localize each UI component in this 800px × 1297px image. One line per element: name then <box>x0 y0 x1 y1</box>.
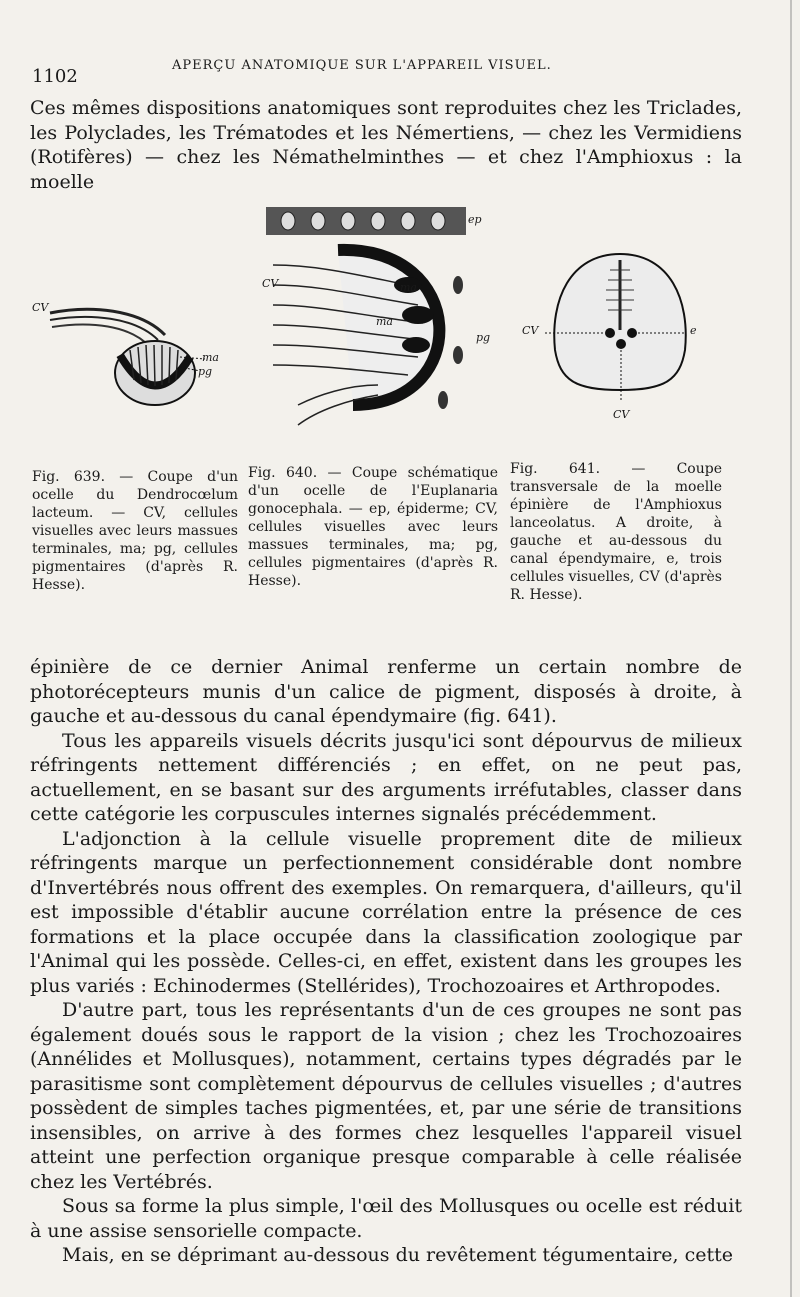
figure-641-illustration <box>520 250 720 430</box>
page-number: 1102 <box>32 66 78 87</box>
page-edge-shadow <box>790 0 792 1297</box>
paragraph-6: Mais, en se déprimant au-dessous du revêtement tégumentaire, cette <box>62 1244 734 1266</box>
paragraph-5: Sous sa forme la plus simple, l'œil des Mollusques ou ocelle est réduit à une assise sensorielle compacte. <box>30 1195 742 1242</box>
fig640-label-ep: ep <box>468 213 482 226</box>
figure-641-caption: Fig. 641. — Coupe transversale de la moelle épinière de l'Amphioxus lanceolatus. A droite, à gauche et au-dessous du canal épendymaire, e, trois cellules visuelles, CV (d'après R. Hesse). <box>510 461 722 603</box>
figure-639-caption: Fig. 639. — Coupe d'un ocelle du Dendrocœlum lacteum. — CV, cellules visuelles avec leurs massues terminales, ma; pg, cellules pigmentaires (d'après R. Hesse). <box>32 469 238 593</box>
paragraph-2: Tous les appareils visuels décrits jusqu'ici sont dépourvus de milieux réfringents nettement différenciés ; en effet, on ne peut pas, actuellement, en se basant sur des arguments irréfutables, classer dans cette catégorie les corpuscules internes signalés précédemment. <box>30 729 742 825</box>
page-header <box>32 58 732 87</box>
fig640-label-cv: CV <box>262 277 279 290</box>
fig639-label-ma: ma <box>202 351 219 364</box>
paragraph-1: épinière de ce dernier Animal renferme un certain nombre de photorécepteurs munis d'un calice de pigment, disposés à droite, à gauche et au-dessous du canal épendymaire (fig. 641). <box>30 656 742 727</box>
intro-paragraph: Ces mêmes dispositions anatomiques sont reproduites chez les Triclades, les Polyclades, les Trématodes et les Némertiens, — chez les Vermidiens (Rotifères) — chez les Némathelminthes — et chez l'Amphioxus : la moelle <box>30 97 742 193</box>
fig641-label-cv-left: CV <box>522 324 539 337</box>
main-text <box>30 655 742 1268</box>
figure-639 <box>30 295 240 455</box>
figure-641 <box>520 250 720 430</box>
fig641-label-e: e <box>690 324 697 337</box>
fig640-label-ma-2: ma <box>376 315 393 328</box>
fig641-label-cv-bottom: CV <box>613 408 630 421</box>
fig639-label-pg: pg <box>198 365 213 378</box>
paragraph-3: L'adjonction à la cellule visuelle proprement dite de milieux réfringents marque un perfectionnement considérable dont nombre d'Invertébrés nous offrent des exemples. On remarquera, d'ailleurs, qu'il est impossible d'établir aucune corrélation entre la présence de ces formations et la place occupée dans la classification zoologique par l'Animal qui les possède. Celles-ci, en effet, existent dans les groupes les plus variés : Echinodermes (Stellérides), Trochozoaires et Arthropodes. <box>30 827 742 997</box>
fig639-label-cv: CV <box>32 301 49 314</box>
figure-640 <box>258 205 508 450</box>
figure-640-caption: Fig. 640. — Coupe schématique d'un ocelle de l'Euplanaria gonocephala. — ep, épiderme; CV, cellules visuelles avec leurs massues terminales, ma; pg, cellules pigmentaires (d'après R. Hesse). <box>248 465 498 589</box>
running-title: APERÇU ANATOMIQUE SUR L'APPAREIL VISUEL. <box>172 58 552 73</box>
fig640-label-ma-1: ma <box>400 281 417 294</box>
paragraph-4: D'autre part, tous les représentants d'un de ces groupes ne sont pas également doués sous le rapport de la vision ; chez les Trochozoaires (Annélides et Mollusques), notamment, certains types dégradés par le parasitisme sont complètement dépourvus de cellules visuelles ; d'autres possèdent de simples taches pigmentées, et, par une série de transitions insensibles, on arrive à des formes chez lesquelles l'appareil visuel atteint une perfection organique presque comparable à celle réalisée chez les Vertébrés. <box>30 999 742 1193</box>
fig640-label-pg: pg <box>476 331 491 344</box>
